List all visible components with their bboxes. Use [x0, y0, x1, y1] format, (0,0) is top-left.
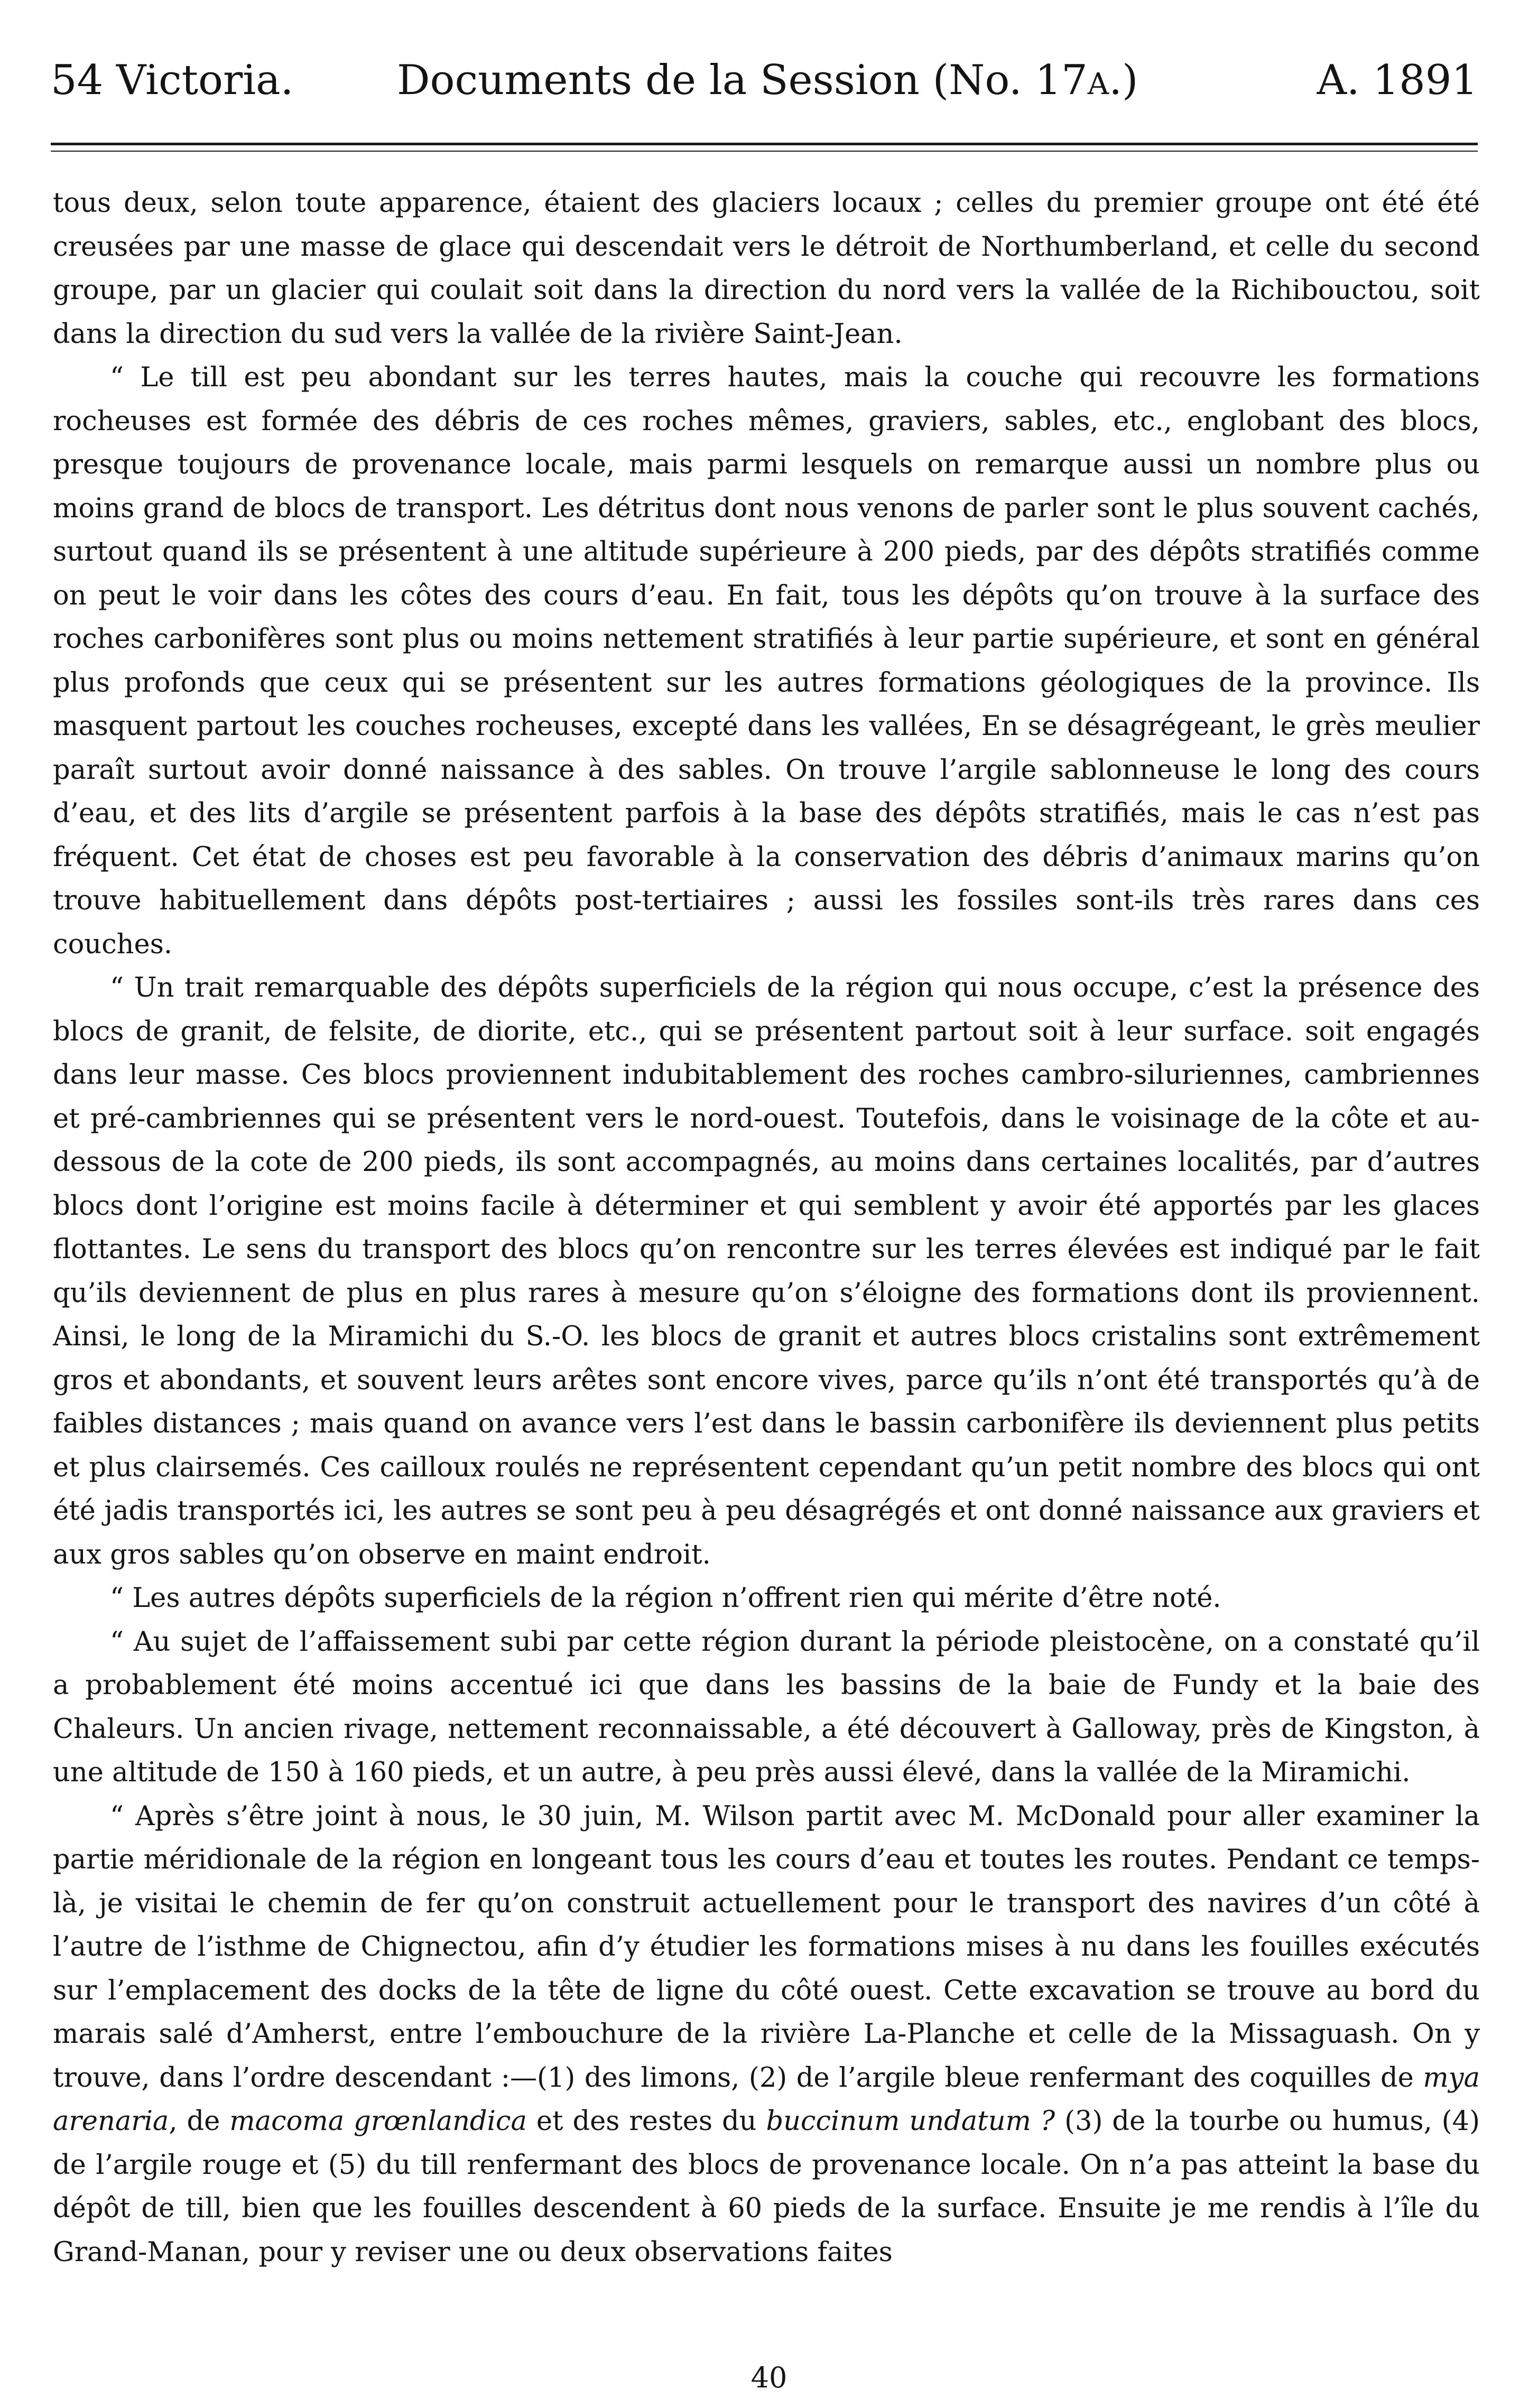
paragraph-6: [53, 1795, 1480, 2275]
header-title: [397, 49, 1138, 116]
species-name-macoma: macoma grœnlandica: [229, 2106, 527, 2137]
header-rule-thin: [51, 151, 1478, 152]
header-year: A. 1891: [1317, 57, 1478, 104]
paragraph-4: “ Les autres dépôts superficiels de la région n’offrent rien qui mérite d’être noté.: [110, 1583, 1221, 1614]
running-header: [51, 49, 1478, 112]
species-name-buccinum: buccinum undatum ?: [766, 2106, 1055, 2137]
paragraph-5: “ Au sujet de l’affaissement subi par cette région durant la période pleistocène, on a constaté qu’il a probablement été moins accentué ici que dans les bassins de la baie de Fundy et la baie des Chaleurs. Un ancien rivage, nettement reconnaissable, a été découvert à Galloway, près de Kingston, à une altitude de 150 à 160 pieds, et un autre, à peu près aussi élevé, dans la vallée de la Miramichi.: [53, 1626, 1480, 1788]
paragraph-6-text-c: et des restes du: [526, 2106, 766, 2137]
body-text: [53, 182, 1480, 2274]
page-number: 40: [751, 2361, 787, 2394]
paragraph-3: “ Un trait remarquable des dépôts superficiels de la région qui nous occupe, c’est la présence des blocs de granit, de felsite, de diorite, etc., qui se présentent partout soit à leur surface. soit engagés dans leur masse. Ces blocs proviennent indubitablement des roches cambro-siluriennes, cambriennes et pré-cambriennes qui se présentent vers le nord-ouest. Toutefois, dans le voisinage de la côte et au-dessous de la cote de 200 pieds, ils sont accompagnés, au moins dans certaines localités, par d’autres blocs dont l’origine est moins facile à déterminer et qui semblent y avoir été apportés par les glaces flottantes. Le sens du transport des blocs qu’on rencontre sur les terres élevées est indiqué par le fait qu’ils deviennent de plus en plus rares à mesure qu’on s’éloigne des formations dont ils proviennent. Ainsi, le long de la Miramichi du S.-O. les blocs de granit et autres blocs cristalins sont extrêmement gros et abondants, et souvent leurs arêtes sont encore vives, parce qu’ils n’ont été transportés qu’à de faibles distances ; mais quand on avance vers l’est dans le bassin carbonifère ils deviennent plus petits et plus clairsemés. Ces cailloux roulés ne représentent cependant qu’un petit nombre des blocs qui ont été jadis transportés ici, les autres se sont peu à peu désagrégés et ont donné naissance aux graviers et aux gros sables qu’on observe en maint endroit.: [53, 972, 1480, 1570]
species-name-mya: mya arenaria: [53, 2062, 1480, 2137]
paragraph-1: tous deux, selon toute apparence, étaient des glaciers locaux ; celles du premier groupe ont été été creusées par une masse de glace qui descendait vers le détroit de Northumberland, et celle du second groupe, par un glacier qui coulait soit dans la direction du nord vers la vallée de la Richibouctou, soit dans la direction du sud vers la vallée de la rivière Saint-Jean.: [53, 188, 1480, 350]
header-title-main: Documents de la Session (No. 17: [397, 57, 1088, 104]
header-title-suffix: A: [1087, 67, 1109, 101]
paragraph-6-text-b: , de: [169, 2106, 230, 2137]
paragraph-6-text-d: (3) de la tourbe ou humus, (4) de l’argile rouge et (5) du till renfermant des blocs de provenance locale. On n’a pas atteint la base du dépôt de till, bien que les fouilles descendent à 60 pieds de la surface. Ensuite je me rendis à l’île du Grand-Manan, pour y reviser une ou deux observations faites: [53, 2106, 1480, 2268]
header-rule-thick: [51, 143, 1478, 145]
paragraph-2: “ Le till est peu abondant sur les terres hautes, mais la couche qui recouvre les formations rocheuses est formée des débris de ces roches mêmes, graviers, sables, etc., englobant des blocs, presque toujours de provenance locale, mais parmi lesquels on remarque aussi un nombre plus ou moins grand de blocs de transport. Les détritus dont nous venons de parler sont le plus souvent cachés, surtout quand ils se présentent à une altitude supérieure à 200 pieds, par des dépôts stratifiés comme on peut le voir dans les côtes des cours d’eau. En fait, tous les dépôts qu’on trouve à la surface des roches carbonifères sont plus ou moins nettement stratifiés à leur partie supérieure, et sont en général plus profonds que ceux qui se présentent sur les autres formations géologiques de la province. Ils masquent partout les couches rocheuses, excepté dans les vallées, En se désagrégeant, le grès meulier paraît surtout avoir donné naissance à des sables. On trouve l’argile sablonneuse le long des cours d’eau, et des lits d’argile se présentent parfois à la base des dépôts stratifiés, mais le cas n’est pas fréquent. Cet état de choses est peu favorable à la conservation des débris d’animaux marins qu’on trouve habituellement dans dépôts post-tertiaires ; aussi les fossiles sont-ils très rares dans ces couches.: [53, 362, 1480, 960]
header-title-close: .): [1109, 57, 1138, 104]
header-volume: 54 Victoria.: [51, 57, 294, 104]
paragraph-6-text-a: “ Après s’être joint à nous, le 30 juin, M. Wilson partit avec M. McDonald pour aller examiner la partie méridionale de la région en longeant tous les cours d’eau et toutes les routes. Pendant ce temps-là, je visitai le chemin de fer qu’on construit actuellement pour le transport des navires d’un côté à l’autre de l’isthme de Chignectou, afin d’y étudier les formations mises à nu dans les fouilles exécutés sur l’emplacement des docks de la tête de ligne du côté ouest. Cette excavation se trouve au bord du marais salé d’Amherst, entre l’embouchure de la rivière La-Planche et celle de la Missaguash. On y trouve, dans l’ordre descendant :—(1) des limons, (2) de l’argile bleue renfermant des coquilles de: [53, 1800, 1480, 2094]
